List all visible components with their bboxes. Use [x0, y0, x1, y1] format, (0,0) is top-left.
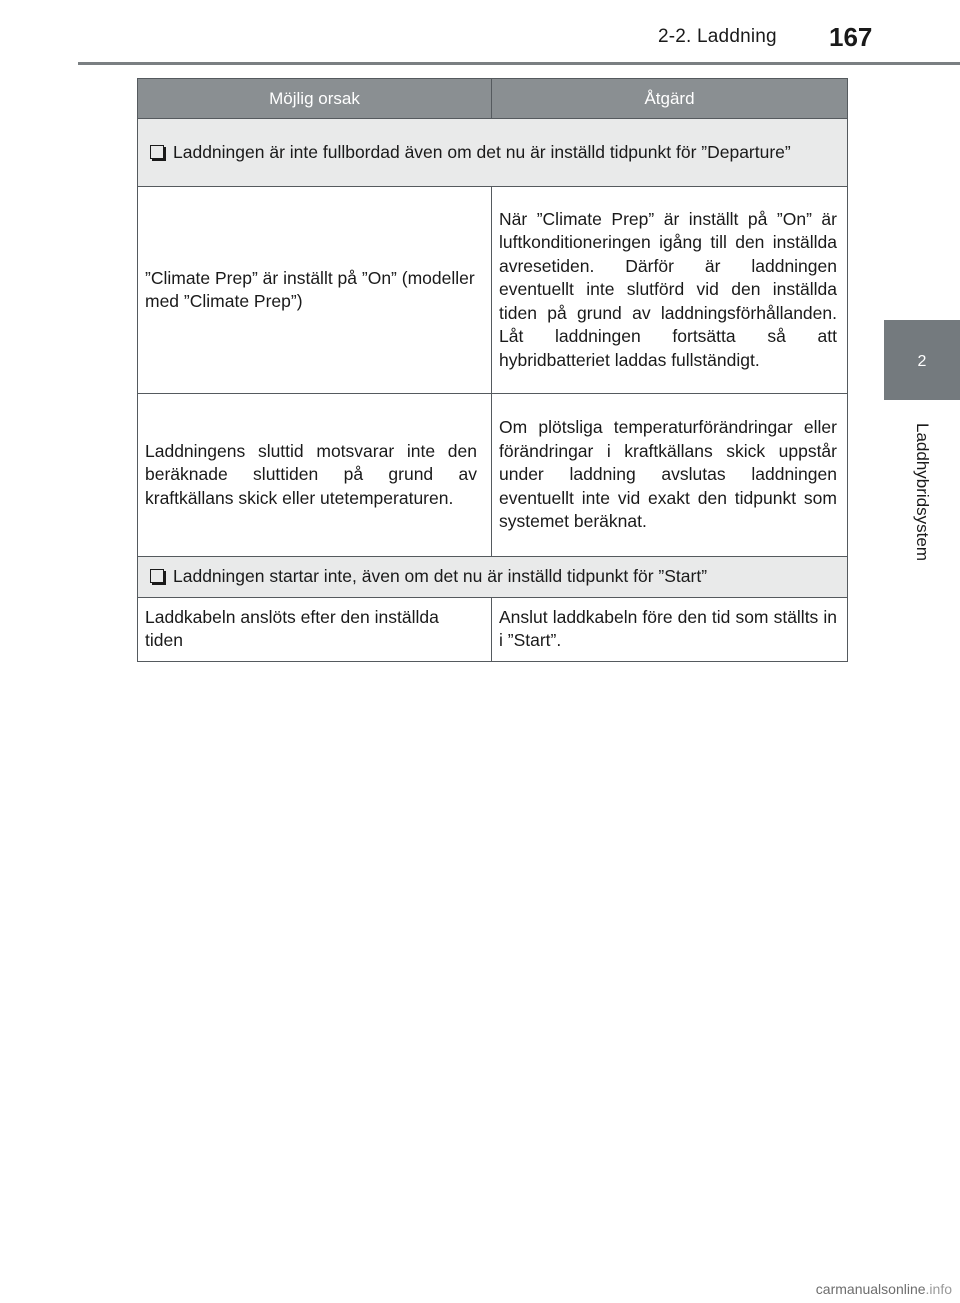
action-cell: Om plötsliga temperaturförändringar eller förändringar i kraftkällans skick uppstår under laddning avslutas laddningen eventuellt inte vid exakt den tidpunkt som systemet beräknat.: [492, 394, 848, 557]
table-row: [138, 394, 848, 557]
checkbox-bullet-icon: [150, 569, 164, 583]
chapter-label-area: [884, 400, 960, 585]
chapter-number: 2: [917, 353, 927, 370]
action-cell: Anslut laddkabeln före den tid som ställts in i ”Start”.: [492, 597, 848, 661]
cause-cell: Laddningens sluttid motsvarar inte den beräknade sluttiden på grund av kraftkällans skick eller utetemperaturen.: [138, 394, 492, 557]
watermark-tld: .info: [925, 1281, 952, 1297]
action-cell: När ”Climate Prep” är inställt på ”On” är luftkonditioneringen igång till den inställda avresetiden. Därför är laddningen eventuellt inte slutförd vid den inställda tiden på grund av laddningsförhållanden. Låt laddningen fortsätta så att hybridbatteriet laddas fullständigt.: [492, 187, 848, 394]
section-title: Laddningen är inte fullbordad även om det nu är inställd tidpunkt för ”Departure”: [173, 141, 791, 162]
cause-cell: Laddkabeln anslöts efter den inställda tiden: [138, 597, 492, 661]
header-divider: [78, 62, 960, 65]
section-title: 2-2. Laddning: [658, 26, 777, 47]
chapter-tab: [884, 320, 960, 400]
header-possible-cause: Möjlig orsak: [138, 79, 492, 119]
section-cell: [138, 557, 848, 598]
section-title: Laddningen startar inte, även om det nu är inställd tidpunkt för ”Start”: [173, 566, 708, 586]
table-header-row: [138, 79, 848, 119]
troubleshooting-table: [137, 78, 848, 662]
table-row: [138, 187, 848, 394]
checkbox-bullet-icon: [150, 145, 164, 159]
chapter-title: Laddhybridsystem: [913, 423, 932, 561]
header-action: Åtgärd: [492, 79, 848, 119]
table-row: [138, 597, 848, 661]
section-cell: [138, 119, 848, 187]
cause-cell: ”Climate Prep” är inställt på ”On” (modeller med ”Climate Prep”): [138, 187, 492, 394]
page-number: 167: [829, 22, 873, 52]
section-row: [138, 557, 848, 598]
watermark: [816, 1281, 952, 1297]
section-row: [138, 119, 848, 187]
watermark-text: carmanualsonline: [815, 1281, 926, 1297]
